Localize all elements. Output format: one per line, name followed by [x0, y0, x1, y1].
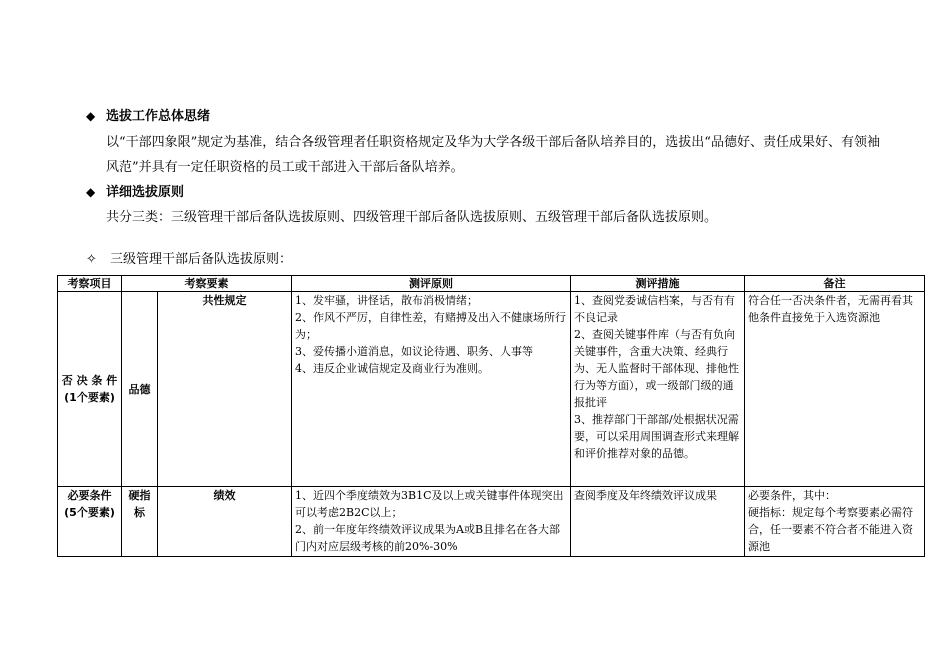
header-cell: 考察项目: [58, 276, 122, 292]
category-cell: 品德: [122, 292, 158, 487]
remark-cell: [745, 487, 925, 557]
selection-criteria-table: [57, 275, 925, 557]
header-cell: 备注: [745, 276, 925, 292]
subheading: [86, 252, 292, 268]
measures-cell: [571, 487, 745, 557]
project-name: 否 决 条 件: [61, 374, 118, 387]
header-cell: 测评原则: [292, 276, 571, 292]
principle-item: 4、违反企业诚信规定及商业行为准则。: [295, 362, 489, 375]
category-cell: 硬指标: [122, 487, 158, 557]
project-cell: [58, 487, 122, 557]
measure-item: 1、查阅党委诚信档案，与否有有不良记录: [574, 294, 735, 324]
diamond-bullet-icon: ◆: [86, 185, 96, 199]
section-heading-principles: [86, 184, 184, 201]
sparkle-bullet-icon: ✧: [86, 252, 97, 267]
section-heading-text: 详细选拔原则: [106, 185, 185, 200]
factor-cell: 绩效: [158, 487, 292, 557]
factor-cell: 共性规定: [158, 292, 292, 487]
principle-item: 3、爱传播小道消息，如议论待遇、职务、人事等: [295, 345, 533, 358]
project-name: 必要条件: [67, 489, 112, 502]
section-heading-overall: [86, 108, 210, 125]
project-count: (5个要素): [64, 506, 115, 519]
header-cell: 考察要素: [122, 276, 292, 292]
principles-cell: [292, 292, 571, 487]
table-row: [58, 292, 925, 487]
table-row: [58, 487, 925, 557]
table-header-row: [58, 276, 925, 292]
measure-item: 3、推荐部门干部部/处根据状况需要，可以采用周围调查形式来理解和评价推荐对象的品德。: [574, 413, 739, 460]
subheading-text: 三级管理干部后备队选拔原则：: [110, 252, 293, 267]
remark-cell: 符合任一否决条件者，无需再看其他条件直接免于入选资源池: [745, 292, 925, 487]
measure-item: 查阅季度及年终绩效评议成果: [574, 489, 717, 502]
header-cell: 测评措施: [571, 276, 745, 292]
project-cell: [58, 292, 122, 487]
principle-item: 2、作风不严厉，自律性差，有赌搏及出入不健康场所行为；: [295, 311, 566, 341]
section-paragraph-principles: 共分三类：三级管理干部后备队选拔原则、四级管理干部后备队选拔原则、五级管理干部后备队选拔原则。: [106, 210, 718, 225]
principle-item: 2、前一年度年终绩效评议成果为A或B且排名在各大部门内对应层级考核的前20%-30%: [295, 523, 561, 553]
principle-item: 1、近四个季度绩效为3B1C及以上或关键事件体现突出可以考虑2B2C以上；: [295, 489, 564, 519]
project-count: (1个要素): [64, 391, 115, 404]
remark-line: 必要条件，其中：: [748, 489, 836, 502]
section-paragraph-overall: 以“干部四象限”规定为基准，结合各级管理者任职资格规定及华为大学各级干部后备队培养目的，选拔出“品德好、责任成果好、有领袖风范”并具有一定任职资格的员工或干部进入干部后备队培养。: [106, 135, 880, 175]
diamond-bullet-icon: ◆: [86, 109, 96, 123]
measures-cell: [571, 292, 745, 487]
principle-item: 1、发牢骚，讲怪话，散布消极情绪；: [295, 294, 478, 307]
principles-cell: [292, 487, 571, 557]
measure-item: 2、查阅关键事件库（与否有负向关键事件，含重大决策、经典行为、无人监督时干部体现、排他性行为等方面），或一级部门级的通报批评: [574, 328, 739, 409]
remark-line: 硬指标：规定每个考察要素必需符合，任一要素不符合者不能进入资源池: [748, 506, 913, 553]
section-heading-text: 选拔工作总体思绪: [106, 109, 211, 124]
